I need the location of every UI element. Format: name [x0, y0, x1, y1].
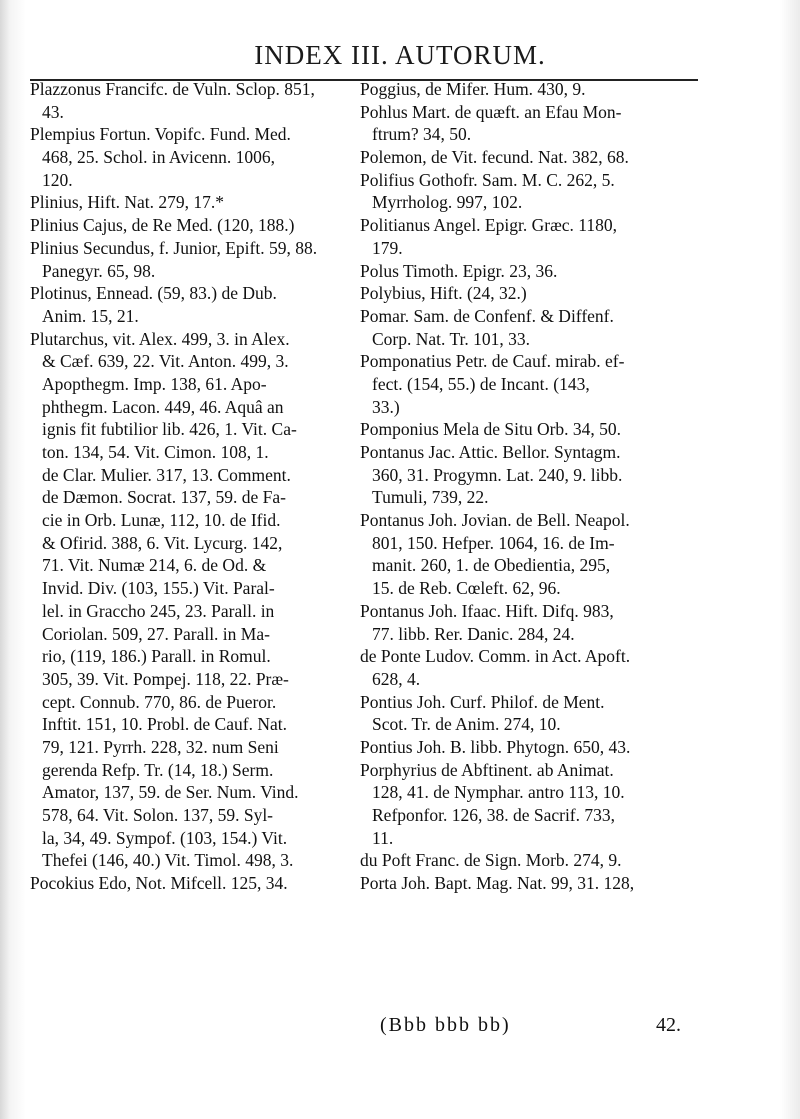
index-entry: Porphyrius de Abftinent. ab Animat. — [360, 759, 614, 780]
index-entry: Apopthegm. Imp. 138, 61. Apo- — [42, 373, 267, 394]
index-entry: Amator, 137, 59. de Ser. Num. Vind. — [42, 782, 299, 803]
index-entry: 578, 64. Vit. Solon. 137, 59. Syl- — [42, 805, 274, 825]
index-entry: Plinius Secundus, f. Junior, Epift. 59, 88. — [30, 237, 318, 258]
index-entry: Refponfor. 126, 38. de Sacrif. 733, — [372, 805, 616, 825]
index-entry: Poggius, de Mifer. Hum. 430, 9. — [360, 79, 586, 99]
index-entry: rio, (119, 186.) Parall. in Romul. — [42, 646, 271, 667]
index-entry: de Clar. Mulier. 317, 13. Comment. — [42, 464, 291, 485]
index-entry: 360, 31. Progymn. Lat. 240, 9. libb. — [372, 464, 623, 485]
index-entry: Plotinus, Ennead. (59, 83.) de Dub. — [30, 283, 277, 304]
index-entry: ftrum? 34, 50. — [372, 124, 472, 145]
index-entry: 179. — [372, 237, 403, 258]
page-number: 42. — [656, 1014, 681, 1036]
index-entry: Pocokius Edo, Not. Mifcell. 125, 34. — [30, 873, 288, 894]
index-entry: Polemon, de Vit. fecund. Nat. 382, 68. — [360, 147, 629, 168]
index-entry: fect. (154, 55.) de Incant. (143, — [372, 373, 590, 394]
index-entry: Polus Timoth. Epigr. 23, 36. — [360, 260, 558, 281]
index-entry: 43. — [42, 101, 64, 122]
index-entry: 628, 4. — [372, 668, 421, 689]
index-entry: la, 34, 49. Sympof. (103, 154.) Vit. — [42, 827, 288, 848]
index-entry: Scot. Tr. de Anim. 274, 10. — [372, 714, 561, 735]
index-entry: & Cæf. 639, 22. Vit. Anton. 499, 3. — [42, 351, 289, 372]
index-entry: 120. — [42, 169, 73, 190]
index-entry: Polybius, Hift. (24, 32.) — [360, 283, 527, 304]
index-entry: Myrrholog. 997, 102. — [372, 192, 523, 213]
index-entry: Thefei (146, 40.) Vit. Timol. 498, 3. — [42, 850, 294, 871]
index-entry: 79, 121. Pyrrh. 228, 32. num Seni — [42, 736, 279, 757]
signature-mark: (Bbb bbb bb) — [380, 1014, 511, 1036]
index-entry: ignis fit fubtilior lib. 426, 1. Vit. Ca- — [42, 419, 297, 440]
index-entry: Pontanus Joh. Ifaac. Hift. Difq. 983, — [360, 600, 614, 621]
index-entry: Pontanus Jac. Attic. Bellor. Syntagm. — [360, 442, 621, 462]
index-entry: Plempius Fortun. Vopifc. Fund. Med. — [30, 124, 291, 145]
index-entry: 11. — [372, 827, 394, 848]
index-entry: Corp. Nat. Tr. 101, 33. — [372, 328, 531, 349]
index-entry: cept. Connub. 770, 86. de Pueror. — [42, 691, 277, 712]
index-entry: Plinius, Hift. Nat. 279, 17.* — [30, 192, 224, 213]
index-entry: Panegyr. 65, 98. — [42, 260, 156, 281]
index-entry: 33.) — [372, 396, 400, 417]
page-title: INDEX III. AUTORUM. — [254, 40, 546, 70]
index-entry: de Dæmon. Socrat. 137, 59. de Fa- — [42, 487, 286, 508]
index-entry: Inftit. 151, 10. Probl. de Cauf. Nat. — [42, 714, 287, 735]
index-entry: Politianus Angel. Epigr. Græc. 1180, — [360, 215, 617, 236]
index-entry: 77. libb. Rer. Danic. 284, 24. — [372, 623, 575, 644]
index-entry: & Ofirid. 388, 6. Vit. Lycurg. 142, — [42, 532, 283, 553]
index-entry: Anim. 15, 21. — [42, 305, 139, 326]
index-entry: gerenda Refp. Tr. (14, 18.) Serm. — [42, 759, 274, 780]
index-entry: de Ponte Ludov. Comm. in Act. Apoft. — [360, 646, 631, 667]
index-entry: lel. in Graccho 245, 23. Parall. in — [42, 600, 275, 621]
index-entry: Pontius Joh. Curf. Philof. de Ment. — [360, 691, 605, 712]
index-entry: Tumuli, 739, 22. — [372, 487, 489, 508]
index-entry: Coriolan. 509, 27. Parall. in Ma- — [42, 623, 270, 644]
index-entry: manit. 260, 1. de Obedientia, 295, — [372, 555, 611, 576]
index-entry: 15. de Reb. Cœleft. 62, 96. — [372, 578, 561, 599]
index-entry: 468, 25. Schol. in Avicenn. 1006, — [42, 147, 275, 168]
index-entry: 305, 39. Vit. Pompej. 118, 22. Præ- — [42, 668, 289, 689]
left-column — [30, 78, 362, 895]
index-entry: Porta Joh. Bapt. Mag. Nat. 99, 31. 128, — [360, 873, 635, 894]
index-entry: Pomponius Mela de Situ Orb. 34, 50. — [360, 419, 622, 440]
index-entry: Pomponatius Petr. de Cauf. mirab. ef- — [360, 351, 625, 372]
index-entry: Pontius Joh. B. libb. Phytogn. 650, 43. — [360, 736, 631, 757]
index-entry: Pomar. Sam. de Confenf. & Diffenf. — [360, 305, 614, 326]
right-column — [360, 78, 705, 895]
index-entry: Pontanus Joh. Jovian. de Bell. Neapol. — [360, 510, 630, 531]
index-entry: Plinius Cajus, de Re Med. (120, 188.) — [30, 215, 295, 236]
index-entry: Plutarchus, vit. Alex. 499, 3. in Alex. — [30, 328, 290, 349]
index-entry: phthegm. Lacon. 449, 46. Aquâ an — [42, 396, 284, 417]
index-entry: Invid. Div. (103, 155.) Vit. Paral- — [42, 578, 275, 599]
index-entry: cie in Orb. Lunæ, 112, 10. de Ifid. — [42, 510, 281, 531]
index-entry: Plazzonus Francifc. de Vuln. Sclop. 851, — [30, 79, 315, 99]
index-entry: Polifius Gothofr. Sam. M. C. 262, 5. — [360, 169, 615, 190]
index-entry: Pohlus Mart. de quæft. an Efau Mon- — [360, 101, 622, 122]
index-entry: 71. Vit. Numæ 214, 6. de Od. & — [42, 555, 267, 576]
index-entry: ton. 134, 54. Vit. Cimon. 108, 1. — [42, 442, 269, 462]
index-entry: 128, 41. de Nymphar. antro 113, 10. — [372, 782, 625, 803]
index-entry: 801, 150. Hefper. 1064, 16. de Im- — [372, 532, 615, 553]
index-entry: du Poft Franc. de Sign. Morb. 274, 9. — [360, 850, 622, 871]
